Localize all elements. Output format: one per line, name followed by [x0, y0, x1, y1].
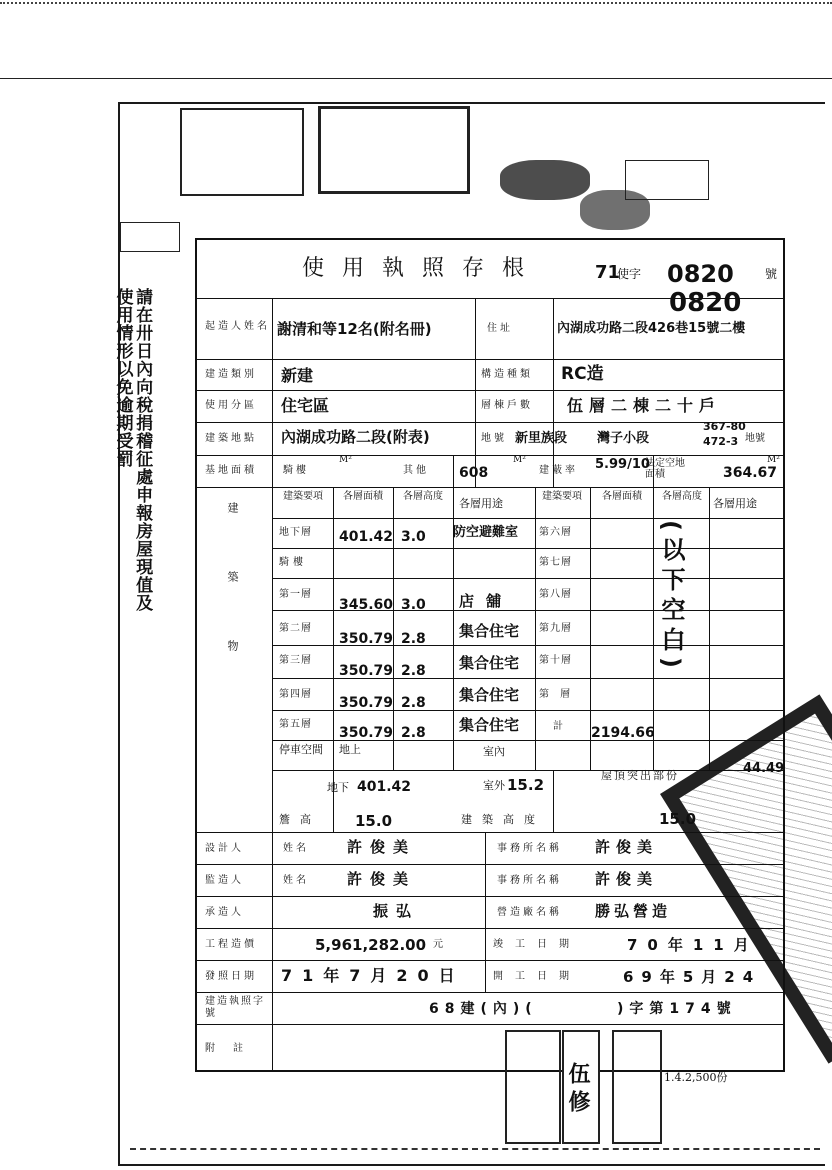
side-notice	[112, 288, 151, 618]
floor-area: 350.79	[339, 663, 394, 679]
license-number-printed: 0820	[667, 260, 734, 288]
form-title: 使用執照存根	[302, 256, 543, 281]
annex-unit: M²	[339, 455, 352, 465]
floor-use: 集合住宅	[459, 622, 520, 640]
col-header-item: 建築要項	[283, 491, 323, 502]
zoning-value: 住宅區	[281, 396, 330, 415]
designer-label: 設計人	[205, 843, 244, 854]
row-line	[272, 518, 783, 519]
row-line	[197, 960, 783, 961]
row-line	[197, 896, 783, 897]
applicant-value: 謝清和等12名(附名冊)	[277, 320, 432, 338]
row-line	[197, 455, 783, 456]
floor-name-r: 第 層	[539, 689, 575, 700]
contractor-label: 承造人	[205, 907, 244, 918]
bldg-height-label: 建築高度	[461, 813, 545, 826]
bldg-height-value: 15.0	[659, 810, 697, 828]
parking-indoor: 室內	[483, 745, 505, 758]
row-line	[272, 548, 783, 549]
floor-name: 第二層	[279, 623, 312, 634]
applicant-label: 起造人姓名	[205, 321, 270, 332]
structure-label: 構造種類	[481, 369, 533, 380]
other-unit: M²	[513, 455, 526, 465]
structure-value: RC造	[561, 364, 604, 384]
row-line	[197, 864, 783, 865]
supervisor-value: 許俊美	[347, 870, 417, 888]
cost-label: 工程造價	[205, 939, 257, 950]
build-class-label: 建造類別	[205, 369, 257, 380]
bottom-seal-right	[612, 1030, 662, 1144]
floor-name: 第四層	[279, 689, 312, 700]
col-line	[393, 487, 394, 770]
floor-area: 350.79	[339, 725, 394, 741]
parking-below: 地下	[327, 781, 349, 794]
row-line	[197, 390, 783, 391]
bottom-edge-line	[130, 1148, 820, 1150]
floor-use: 集合住宅	[459, 686, 520, 704]
floor-name: 第一層	[279, 589, 312, 600]
floor-name-r: 第九層	[539, 623, 572, 634]
side-notice-text: 請在卅日內向稅捐稽征處申報房屋現值及使用情形以免逾期受罰	[112, 288, 153, 612]
seal-smudge	[500, 160, 590, 200]
floor-use: 集合住宅	[459, 654, 520, 672]
address-value: 內湖成功路二段426巷15號二樓	[557, 321, 746, 336]
col-header-item-r: 建築要項	[542, 491, 582, 502]
floor-name: 第三層	[279, 655, 312, 666]
land-label: 地號	[481, 433, 507, 444]
supervisor-office-label: 事務所名稱	[497, 875, 562, 886]
floor-use: 防空避難室	[453, 525, 519, 540]
floor-name: 第五層	[279, 719, 312, 730]
designer-name-label: 姓名	[283, 843, 309, 854]
top-center-stamp	[318, 106, 470, 194]
other-label: 其他	[403, 465, 429, 476]
company-label: 營造廠名稱	[497, 907, 562, 918]
col-line	[709, 487, 710, 770]
remarks-label: 附註	[205, 1043, 261, 1054]
col-line	[653, 455, 654, 770]
issue-label: 發照日期	[205, 971, 257, 982]
floor-height: 2.8	[401, 631, 426, 647]
floor-name-r: 計	[553, 721, 564, 732]
col-header-height: 各層高度	[403, 491, 443, 502]
roof-value: 44.49	[743, 761, 785, 776]
row-line	[197, 359, 783, 360]
col-header-use-r: 各層用途	[713, 497, 757, 510]
floor-name-r: 第六層	[539, 527, 572, 538]
row-line	[197, 832, 783, 833]
cost-value: 5,961,282.00	[315, 936, 427, 954]
top-left-stamp	[180, 108, 304, 196]
total-area: 2194.66	[591, 725, 655, 741]
land-lot-b: 472-3	[703, 435, 739, 448]
row-line	[197, 928, 783, 929]
floor-use: 店舖	[459, 592, 514, 610]
col-line	[485, 832, 486, 992]
top-right-stamp	[625, 160, 709, 200]
land-subsection: 灣子小段	[597, 431, 650, 446]
parking-outdoor-value: 15.2	[507, 776, 545, 794]
eave-label: 簷高	[279, 813, 321, 826]
col-line	[553, 298, 554, 487]
completion-label: 竣工日期	[493, 939, 581, 950]
other-value: 608	[459, 465, 489, 481]
floors-label: 層棟戶數	[481, 400, 533, 411]
license-number-stamped: 0820	[669, 288, 742, 318]
col-line	[453, 455, 454, 770]
office-value: 許俊美	[595, 838, 659, 856]
supervisor-label: 監造人	[205, 875, 244, 886]
completion-value: 70年11月	[627, 936, 759, 954]
floor-area: 350.79	[339, 631, 394, 647]
parking-above: 地上	[339, 743, 361, 756]
row-line	[197, 1024, 783, 1025]
supervisor-office-value: 許俊美	[595, 870, 659, 888]
col-header-height-r: 各層高度	[662, 491, 702, 502]
floor-area: 401.42	[339, 529, 394, 545]
build-class-value: 新建	[281, 366, 314, 385]
bottom-seal-left	[505, 1030, 561, 1144]
floor-height: 2.8	[401, 725, 426, 741]
license-no-suffix: 號	[765, 267, 778, 281]
area-label: 基地面積	[205, 465, 257, 476]
building-side-label: 建築物	[226, 502, 239, 709]
parking-outdoor: 室外	[483, 779, 505, 792]
parking-below-value: 401.42	[357, 779, 412, 795]
license-form	[195, 238, 785, 1072]
floor-name-r: 第七層	[539, 557, 572, 568]
permit-value: 68建(內)(	[429, 1001, 538, 1017]
start-value: 69年5月24	[623, 968, 762, 986]
col-line	[553, 770, 554, 832]
top-edge-line	[0, 78, 832, 79]
supervisor-name-label: 姓名	[283, 875, 309, 886]
side-stamp	[120, 222, 180, 252]
floor-area: 350.79	[339, 695, 394, 711]
floor-name-r: 第十層	[539, 655, 572, 666]
license-char: 使字	[617, 267, 642, 281]
legal-label: 法定空地面積	[645, 458, 685, 480]
col-line	[535, 487, 536, 770]
cost-unit: 元	[433, 939, 446, 950]
col-line	[475, 298, 476, 487]
print-note: 1.4.2,500份	[664, 1071, 728, 1084]
col-header-area-r: 各層面積	[602, 491, 642, 502]
issue-value: 71年7月20日	[281, 966, 465, 985]
row-line	[197, 992, 783, 993]
row-line	[272, 578, 783, 579]
land-section: 新里族段	[515, 431, 568, 446]
floor-area: 345.60	[339, 597, 394, 613]
zoning-label: 使用分區	[205, 400, 257, 411]
row-line	[197, 487, 783, 488]
roof-label: 屋頂突出部份	[601, 769, 679, 782]
company-value: 勝弘營造	[595, 902, 672, 920]
col-header-use: 各層用途	[459, 497, 503, 510]
top-edge-line-2	[0, 2, 832, 4]
floor-height: 2.8	[401, 663, 426, 679]
site-address: 內湖成功路二段(附表)	[281, 428, 430, 446]
floor-name-r: 第八層	[539, 589, 572, 600]
designer-value: 許俊美	[347, 838, 417, 856]
floor-name: 地下層	[279, 527, 312, 538]
row-line	[197, 298, 783, 299]
row-line	[197, 422, 783, 423]
permit-suffix: )字第174號	[617, 1001, 737, 1017]
legal-value: 364.67	[723, 465, 778, 481]
license-year: 71	[595, 262, 621, 283]
col-header-area: 各層面積	[343, 491, 383, 502]
permit-label: 建造執照字號	[205, 996, 265, 1019]
floor-name: 騎樓	[279, 557, 307, 568]
legal-unit: M²	[767, 455, 780, 465]
contractor-value: 振弘	[373, 902, 420, 920]
floor-height: 2.8	[401, 695, 426, 711]
col-line	[272, 298, 273, 1070]
start-label: 開工日期	[493, 971, 581, 982]
eave-value: 15.0	[355, 812, 393, 830]
parking-label: 停車空間	[279, 743, 323, 756]
coverage-value: 5.99/10	[595, 457, 650, 472]
address-label: 住址	[487, 323, 513, 334]
handwritten-blank: (以下空白)	[657, 520, 685, 674]
office-label: 事務所名稱	[497, 843, 562, 854]
bottom-seal-person-text: 伍修	[565, 1062, 590, 1118]
floor-use: 集合住宅	[459, 716, 520, 734]
floors-value: 伍層二棟二十戶	[567, 396, 722, 415]
land-lot-unit: 地號	[745, 433, 765, 444]
floor-height: 3.0	[401, 529, 426, 545]
floor-height: 3.0	[401, 597, 426, 613]
site-label: 建築地點	[205, 433, 257, 444]
annex-label: 騎樓	[283, 465, 309, 476]
row-line	[272, 770, 783, 771]
coverage-label: 建蔽率	[539, 465, 578, 476]
land-lot-a: 367-80	[703, 420, 746, 433]
